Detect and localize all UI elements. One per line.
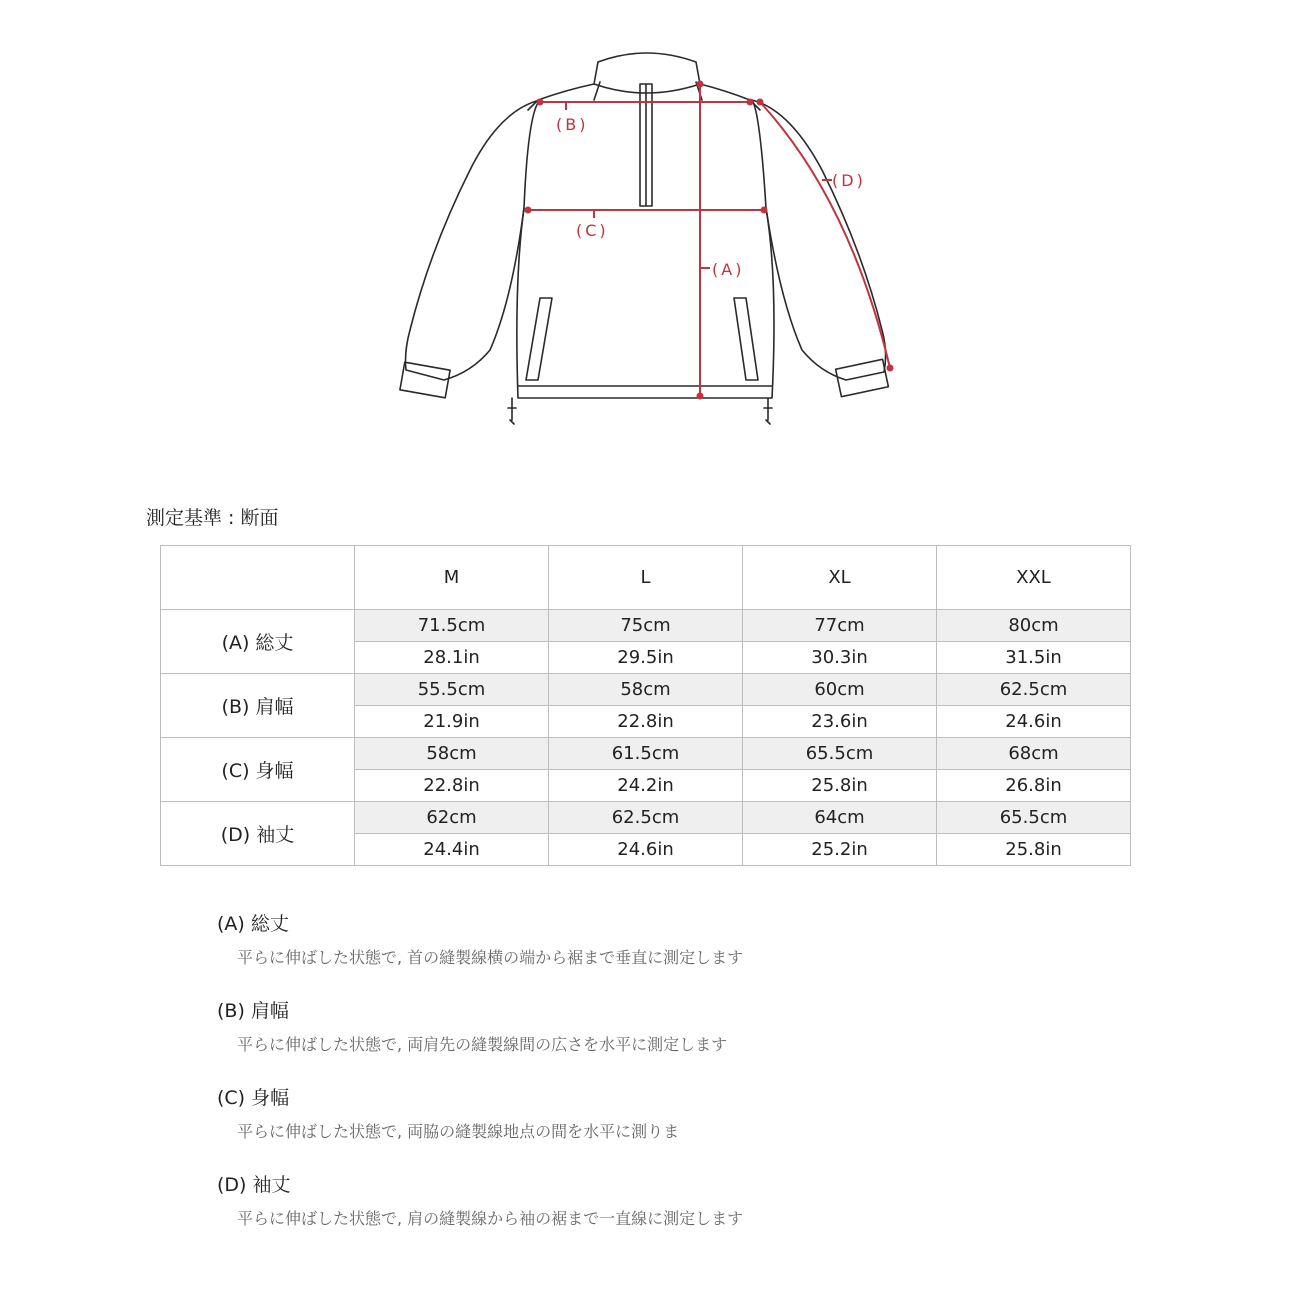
table-cell: 25.8in bbox=[937, 834, 1131, 866]
note-d bbox=[217, 1170, 1217, 1229]
row-label-a: (A) 総丈 bbox=[161, 610, 355, 674]
table-cell: 62.5cm bbox=[937, 674, 1131, 706]
shoulder-yoke bbox=[528, 84, 760, 110]
size-header: L bbox=[549, 546, 743, 610]
note-text: 平らに伸ばした状態で, 肩の縫製線から袖の裾まで一直線に測定します bbox=[237, 1209, 744, 1228]
note-title: (A) 総丈 bbox=[217, 913, 289, 935]
table-header-row bbox=[161, 546, 1131, 610]
note-b bbox=[217, 996, 1217, 1055]
right-sleeve bbox=[752, 100, 886, 380]
table-cell: 30.3in bbox=[743, 642, 937, 674]
size-header: XL bbox=[743, 546, 937, 610]
table-cell: 24.6in bbox=[937, 706, 1131, 738]
note-a bbox=[217, 909, 1217, 968]
table-cell: 61.5cm bbox=[549, 738, 743, 770]
note-text: 平らに伸ばした状態で, 両脇の縫製線地点の間を水平に測りま bbox=[237, 1122, 680, 1141]
table-cell: 25.8in bbox=[743, 770, 937, 802]
size-header: XXL bbox=[937, 546, 1131, 610]
jacket-diagram bbox=[0, 0, 1290, 470]
table-cell: 65.5cm bbox=[937, 802, 1131, 834]
table-cell: 58cm bbox=[355, 738, 549, 770]
measure-label-a: (A) bbox=[712, 260, 745, 279]
size-table bbox=[160, 545, 1131, 866]
row-label-b: (B) 肩幅 bbox=[161, 674, 355, 738]
table-cell: 22.8in bbox=[549, 706, 743, 738]
right-pocket bbox=[734, 298, 758, 380]
table-cell: 65.5cm bbox=[743, 738, 937, 770]
table-cell: 21.9in bbox=[355, 706, 549, 738]
measure-label-d: (D) bbox=[832, 171, 866, 190]
table-row-d-cm bbox=[161, 802, 1131, 834]
table-cell: 62.5cm bbox=[549, 802, 743, 834]
table-cell: 60cm bbox=[743, 674, 937, 706]
measure-line-d bbox=[760, 102, 890, 368]
measurement-criteria: 測定基準 : 断面 bbox=[146, 507, 279, 529]
table-cell: 80cm bbox=[937, 610, 1131, 642]
left-pocket bbox=[526, 298, 552, 380]
table-cell: 22.8in bbox=[355, 770, 549, 802]
table-cell: 29.5in bbox=[549, 642, 743, 674]
measure-label-b: (B) bbox=[556, 115, 589, 134]
table-row-a-cm bbox=[161, 610, 1131, 642]
row-label-d: (D) 袖丈 bbox=[161, 802, 355, 866]
table-cell: 26.8in bbox=[937, 770, 1131, 802]
table-cell: 25.2in bbox=[743, 834, 937, 866]
row-label-c: (C) 身幅 bbox=[161, 738, 355, 802]
measure-label-c: (C) bbox=[576, 221, 609, 240]
note-title: (C) 身幅 bbox=[217, 1087, 290, 1109]
table-cell: 31.5in bbox=[937, 642, 1131, 674]
table-cell: 71.5cm bbox=[355, 610, 549, 642]
table-cell: 58cm bbox=[549, 674, 743, 706]
note-text: 平らに伸ばした状態で, 首の縫製線横の端から裾まで垂直に測定します bbox=[237, 948, 744, 967]
table-cell: 24.2in bbox=[549, 770, 743, 802]
table-row-b-cm bbox=[161, 674, 1131, 706]
table-cell: 62cm bbox=[355, 802, 549, 834]
note-c bbox=[217, 1083, 1217, 1142]
table-cell: 75cm bbox=[549, 610, 743, 642]
note-text: 平らに伸ばした状態で, 両肩先の縫製線間の広さを水平に測定します bbox=[237, 1035, 728, 1054]
table-cell: 68cm bbox=[937, 738, 1131, 770]
table-cell: 64cm bbox=[743, 802, 937, 834]
note-title: (B) 肩幅 bbox=[217, 1000, 289, 1022]
collar bbox=[594, 53, 700, 93]
right-cuff bbox=[836, 359, 889, 396]
left-drawcord bbox=[508, 398, 516, 424]
table-row-c-cm bbox=[161, 738, 1131, 770]
table-cell: 24.4in bbox=[355, 834, 549, 866]
table-cell: 24.6in bbox=[549, 834, 743, 866]
table-cell: 23.6in bbox=[743, 706, 937, 738]
table-cell: 55.5cm bbox=[355, 674, 549, 706]
table-cell: 28.1in bbox=[355, 642, 549, 674]
table-cell: 77cm bbox=[743, 610, 937, 642]
left-sleeve bbox=[406, 100, 541, 380]
size-header: M bbox=[355, 546, 549, 610]
right-drawcord bbox=[764, 398, 772, 424]
note-title: (D) 袖丈 bbox=[217, 1174, 291, 1196]
table-corner bbox=[161, 546, 355, 610]
